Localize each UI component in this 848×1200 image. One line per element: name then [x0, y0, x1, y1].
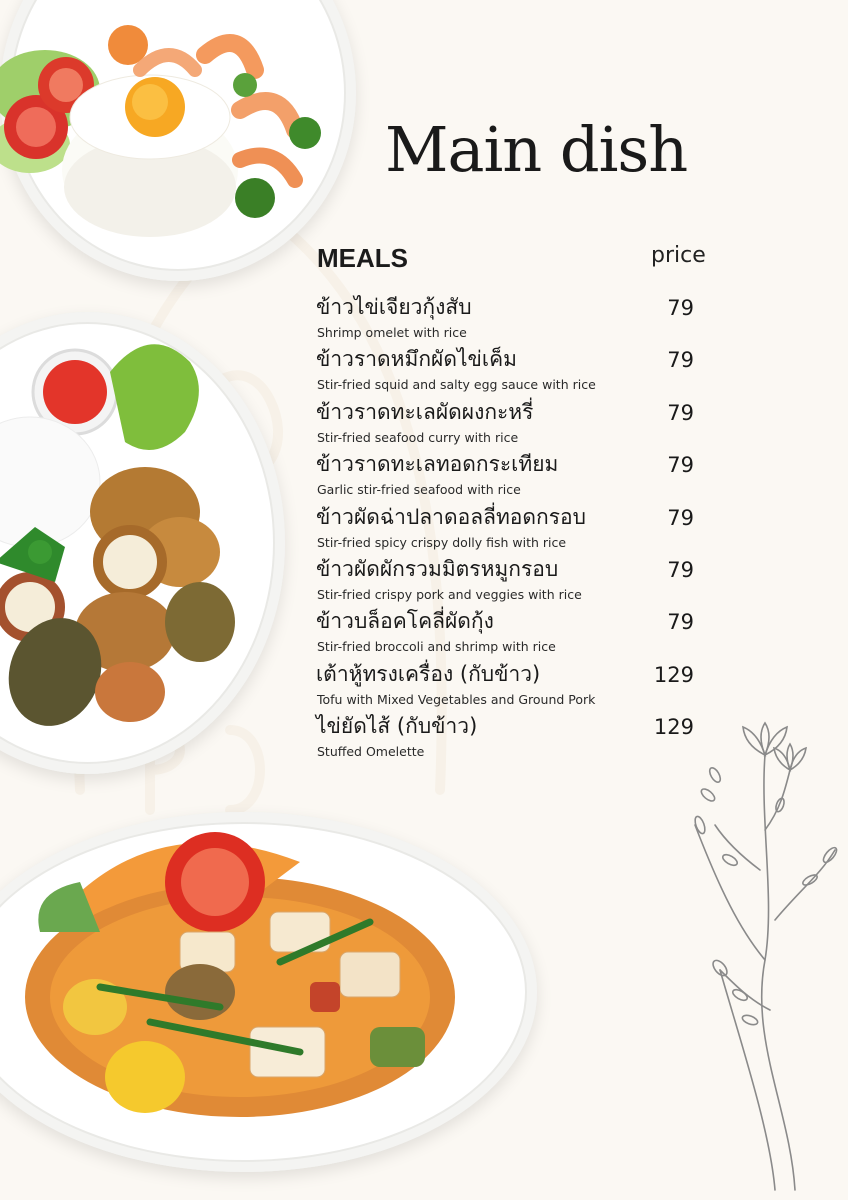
- menu-item-price: 79: [667, 557, 694, 582]
- menu-item: [316, 397, 716, 449]
- menu-item: [316, 711, 716, 763]
- menu-item-price: 129: [653, 662, 694, 687]
- menu-item-english-name: Stir-fried squid and salty egg sauce with rice: [317, 377, 596, 393]
- menu-item-price: 79: [667, 505, 694, 530]
- menu-item-english-name: Stuffed Omelette: [317, 744, 425, 760]
- menu-item-thai-name: ข้าวราดหมึกผัดไข่เค็ม: [316, 347, 517, 372]
- menu-item-price: 79: [667, 610, 694, 635]
- seafood-curry-stir-fry-plate: [0, 812, 537, 1172]
- menu-item: [316, 449, 716, 501]
- menu-item-english-name: Stir-fried spicy crispy dolly fish with rice: [317, 534, 567, 550]
- page-title: Main dish: [385, 113, 688, 186]
- menu-item-price: 79: [667, 400, 694, 425]
- menu-item-english-name: Tofu with Mixed Vegetables and Ground Pork: [317, 691, 596, 707]
- menu-item-english-name: Shrimp omelet with rice: [317, 325, 467, 340]
- menu-item: [316, 554, 716, 606]
- menu-item-english-name: Garlic stir-fried seafood with rice: [317, 482, 521, 498]
- menu-item-thai-name: ข้าวราดทะเลผัดผงกะหรี่: [316, 399, 534, 424]
- menu-item: [316, 502, 716, 554]
- section-heading: MEALS: [317, 243, 408, 273]
- menu-item-thai-name: ข้าวราดทะเลทอดกระเทียม: [316, 452, 559, 477]
- food-illustration: [0, 0, 356, 281]
- menu-item-price: 79: [667, 296, 694, 320]
- menu-item-english-name: Stir-fried seafood curry with rice: [317, 429, 519, 445]
- menu-item-english-name: Stir-fried crispy pork and veggies with rice: [317, 586, 582, 602]
- menu-item-thai-name: ข้าวไข่เจียวกุ้งสับ: [316, 295, 472, 319]
- food-illustration: [0, 312, 285, 774]
- menu-item-thai-name: ข้าวบล็อคโคลี่ผัดกุ้ง: [316, 609, 494, 634]
- menu-item-price: 79: [667, 348, 694, 373]
- menu-item-thai-name: เต้าหู้ทรงเครื่อง (กับข้าว): [316, 661, 541, 686]
- flower-line-art-decoration: [680, 710, 848, 1200]
- menu-item: [316, 344, 716, 396]
- menu-item-thai-name: ไข่ยัดไส้ (กับข้าว): [316, 714, 478, 739]
- price-column-heading: price: [651, 243, 706, 268]
- menu-item: [316, 606, 716, 658]
- menu-item-thai-name: ข้าวผัดผักรวมมิตรหมูกรอบ: [316, 556, 559, 581]
- shrimp-rice-fried-egg-plate: [0, 0, 356, 281]
- food-illustration: [0, 812, 537, 1172]
- menu-item-price: 129: [653, 715, 694, 740]
- seafood-garlic-rice-plate: [0, 312, 285, 774]
- menu-item: [316, 659, 716, 711]
- menu-list: [316, 292, 716, 764]
- menu-item: [316, 292, 716, 344]
- menu-item-price: 79: [667, 453, 694, 478]
- menu-item-english-name: Stir-fried broccoli and shrimp with rice: [317, 639, 556, 655]
- menu-item-thai-name: ข้าวผัดฉ่าปลาดอลลี่ทอดกรอบ: [316, 504, 586, 529]
